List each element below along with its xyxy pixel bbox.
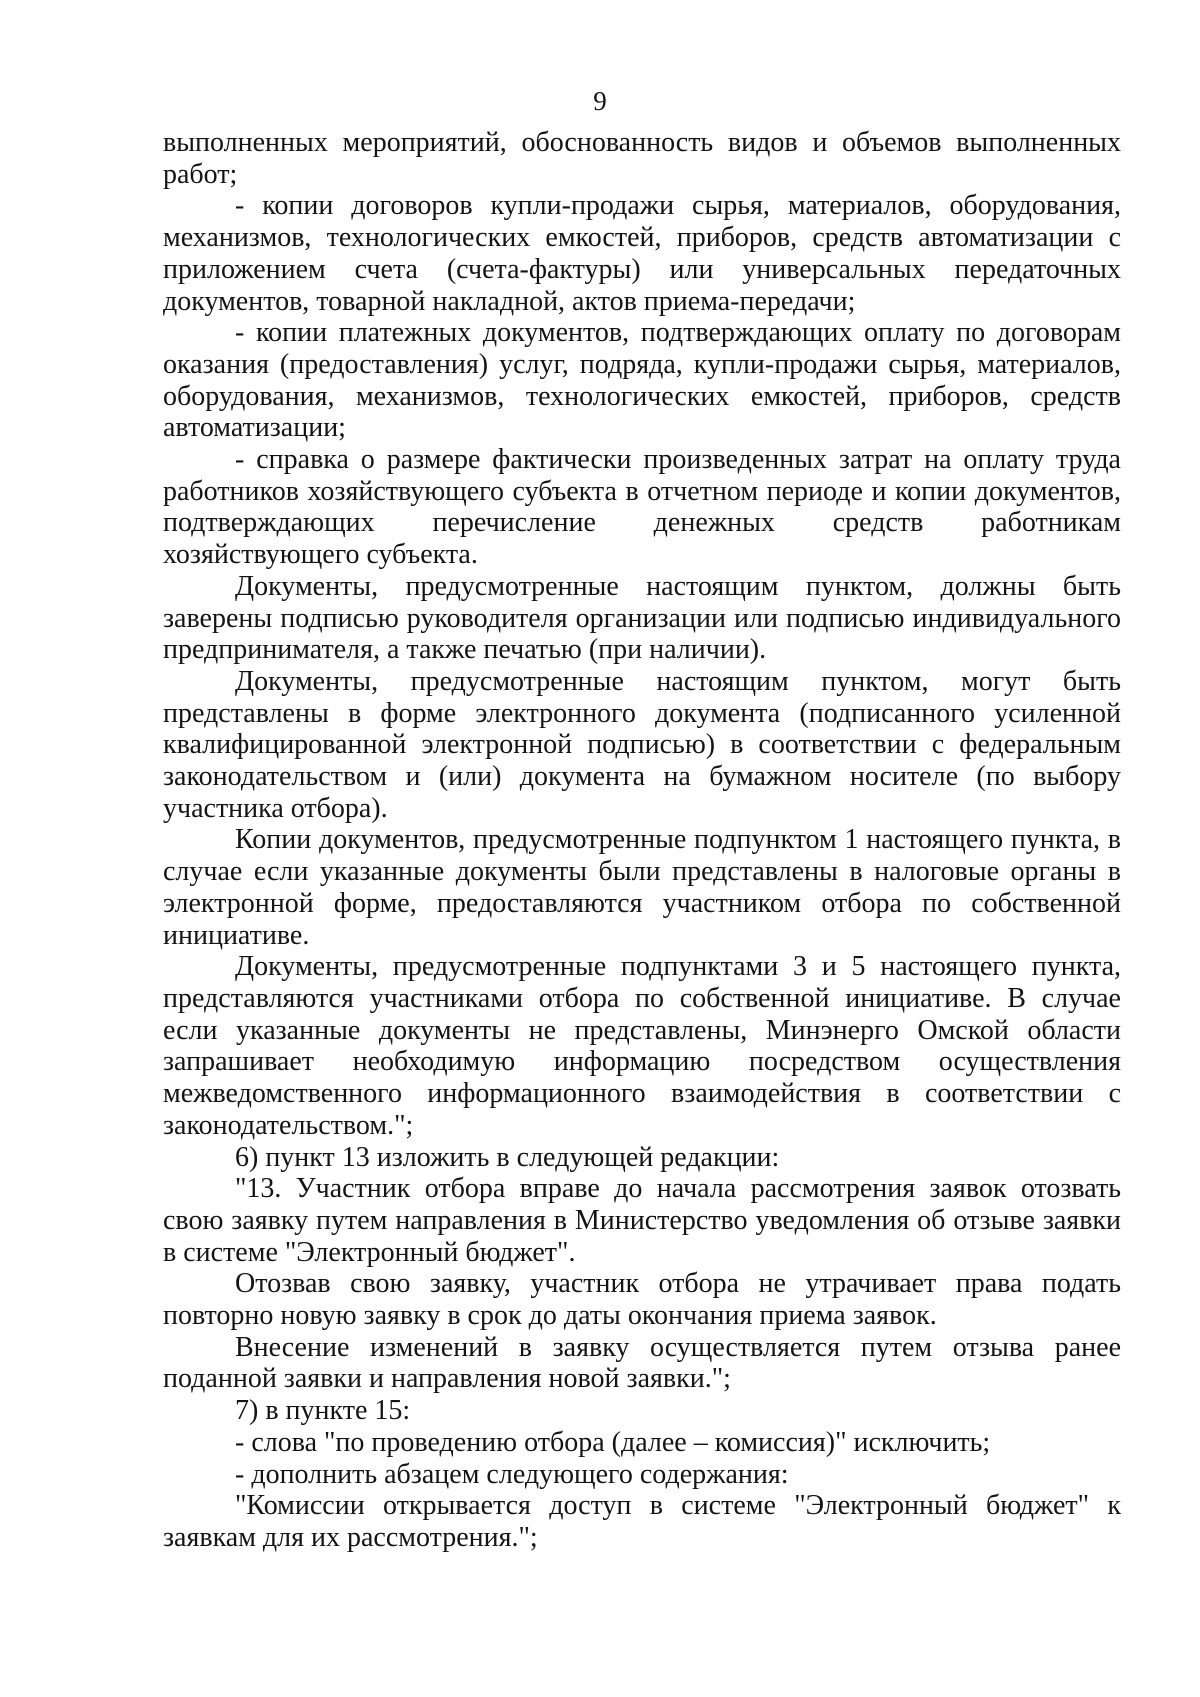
paragraph-electronic-form: Документы, предусмотренные настоящим пунктом, могут быть представлены в форме электронного документа (подписанного усиленной квалифицированной электронной подписью) в соответствии с федеральным законодательством и (или) документа на бумажном носителе (по выбору участника отбора).	[163, 665, 1121, 824]
amendment-item-7: 7) в пункте 15:	[235, 1395, 411, 1427]
paragraph-continuation: выполненных мероприятий, обоснованность видов и объемов выполненных работ;	[163, 127, 1121, 190]
paragraph-withdrawal: Отозвав свою заявку, участник отбора не утрачивает права подать повторно новую заявку в срок до даты окончания приема заявок.	[163, 1268, 1121, 1332]
list-item-add-paragraph: - дополнить абзацем следующего содержания:	[235, 1458, 789, 1490]
paragraph-certification: Документы, предусмотренные настоящим пунктом, должны быть заверены подписью руководителя организации или подписью индивидуального предпринимателя, а также печатью (при наличии).	[163, 570, 1121, 666]
paragraph-commission-access: "Комиссии открывается доступ в системе "Электронный бюджет" к заявкам для их рассмотрения.";	[163, 1490, 1121, 1553]
list-item-labor-costs-certificate: - справка о размере фактически произведенных затрат на оплату труда работников хозяйствующего субъекта в отчетном периоде и копии документов, подтверждающих перечисление денежных средств работникам хозяйствующего субъекта.	[163, 444, 1121, 571]
list-item-exclude-words: - слова "по проведению отбора (далее – комиссия)" исключить;	[235, 1426, 991, 1458]
paragraph-clause-13: "13. Участник отбора вправе до начала рассмотрения заявок отозвать свою заявку путем направления в Министерство уведомления об отзыве заявки в системе "Электронный бюджет".	[163, 1173, 1121, 1268]
amendment-item-6: 6) пункт 13 изложить в следующей редакции:	[235, 1141, 780, 1173]
document-body	[163, 127, 1121, 1554]
list-item-payment-documents: - копии платежных документов, подтверждающих оплату по договорам оказания (предоставления) услуг, подряда, купли-продажи сырья, материалов, оборудования, механизмов, технологических емкостей, приборов, средств автоматизации;	[163, 317, 1121, 444]
list-item-contracts-copies: - копии договоров купли-продажи сырья, материалов, оборудования, механизмов, технологических емкостей, приборов, средств автоматизации с приложением счета (счета-фактуры) или универсальных передаточных документов, товарной накладной, актов приема-передачи;	[163, 190, 1121, 317]
paragraph-tax-documents: Копии документов, предусмотренные подпунктом 1 настоящего пункта, в случае если указанные документы были представлены в налоговые органы в электронной форме, предоставляются участником отбора по собственной инициативе.	[163, 824, 1121, 951]
paragraph-interagency-request: Документы, предусмотренные подпунктами 3 и 5 настоящего пункта, представляются участниками отбора по собственной инициативе. В случае если указанные документы не представлены, Минэнерго Омской области запрашивает необходимую информацию посредством осуществления межведомственного информационного взаимодействия в соответствии с законодательством.";	[163, 951, 1121, 1141]
page-number: 9	[593, 86, 607, 116]
paragraph-changes: Внесение изменений в заявку осуществляется путем отзыва ранее поданной заявки и направления новой заявки.";	[163, 1331, 1121, 1395]
